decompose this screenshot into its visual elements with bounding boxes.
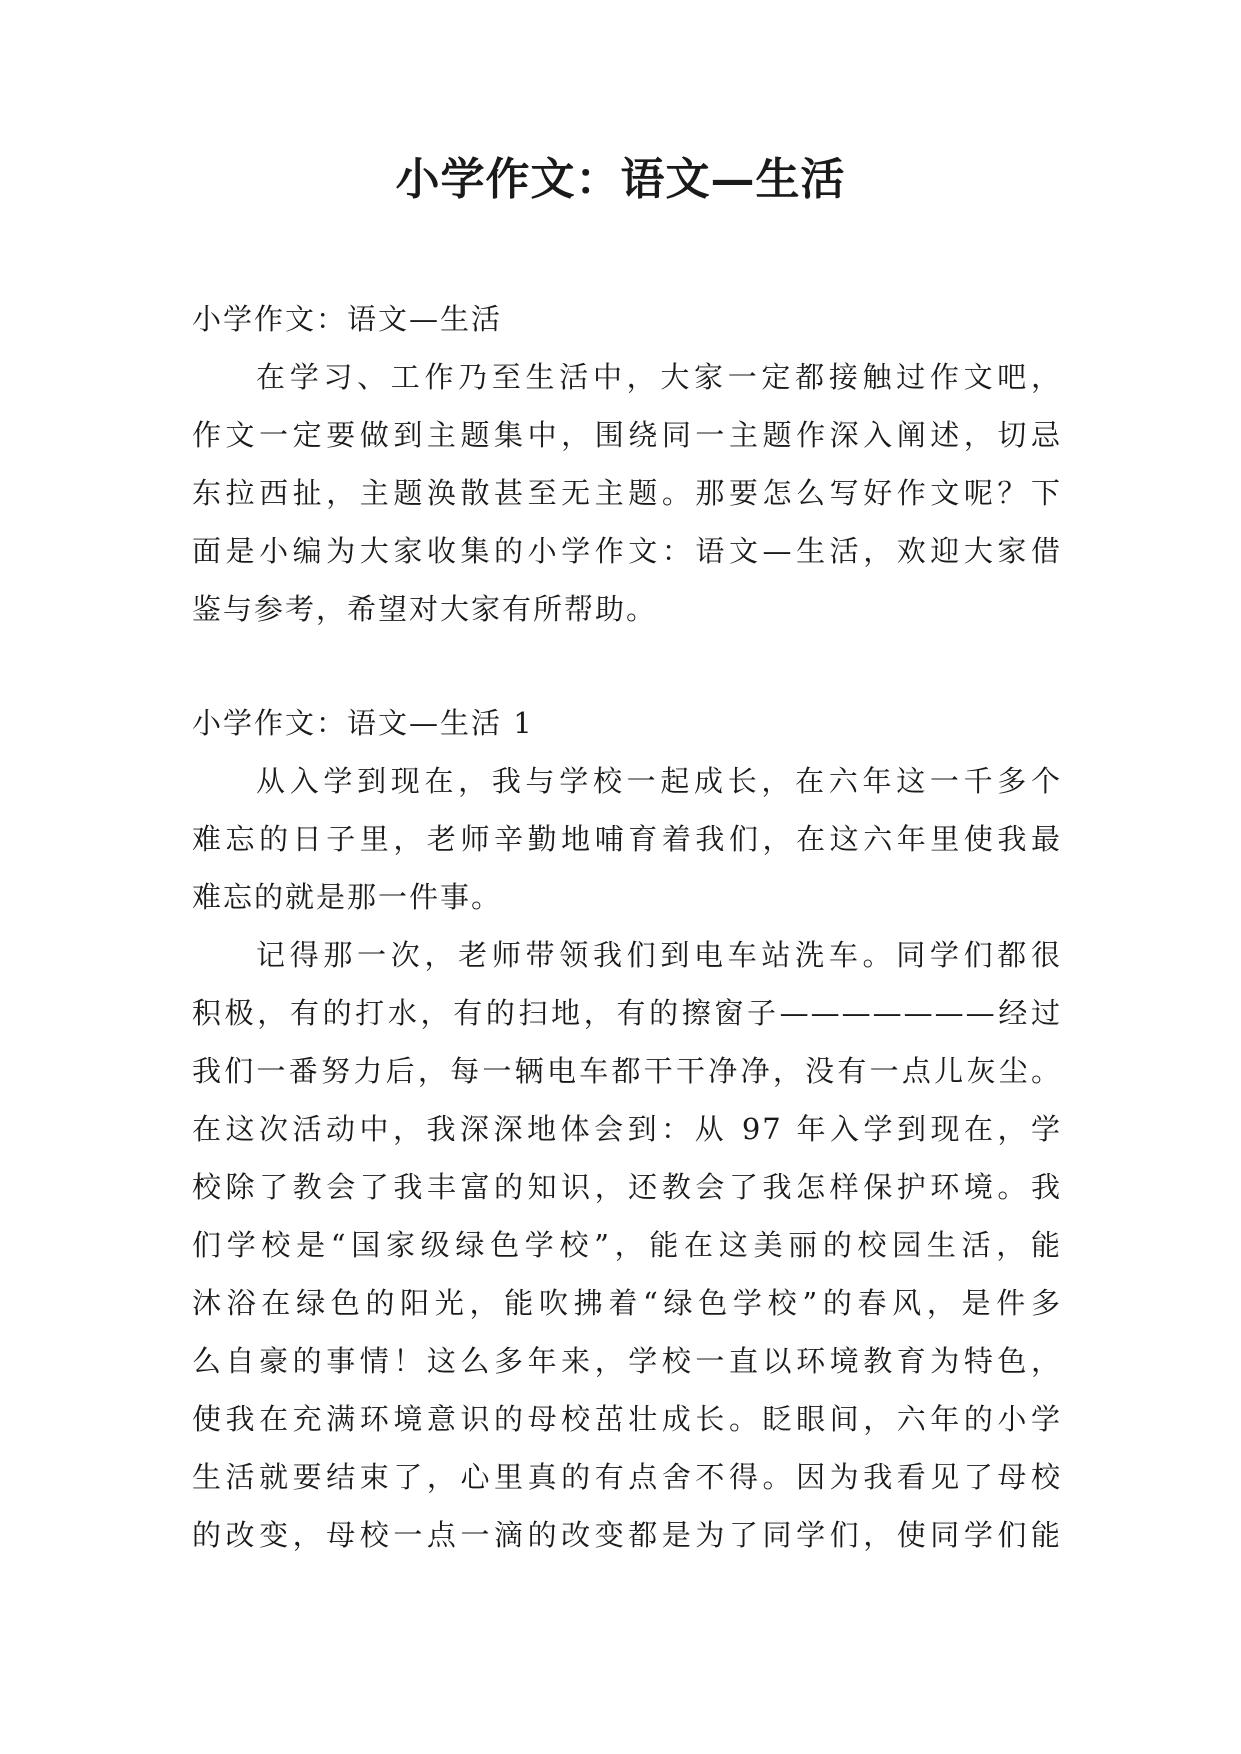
essay-paragraph2-line: 校除了教会了我丰富的知识，还教会了我怎样保护环境。我 bbox=[192, 1170, 1062, 1204]
essay-paragraph2-line: 我们一番努力后，每一辆电车都干干净净，没有一点儿灰尘。 bbox=[192, 1054, 1062, 1088]
intro-paragraph-line: 鉴与参考，希望对大家有所帮助。 bbox=[192, 592, 658, 626]
essay-paragraph2-line: 积极，有的打水，有的扫地，有的擦窗子———————经过 bbox=[192, 996, 1062, 1030]
essay-paragraph1-line: 从入学到现在，我与学校一起成长，在六年这一千多个 bbox=[256, 764, 1062, 798]
essay-paragraph2-line: 记得那一次，老师带领我们到电车站洗车。同学们都很 bbox=[256, 938, 1062, 972]
essay-section bbox=[192, 694, 1062, 1564]
document-title: 小学作文：语文—生活 bbox=[395, 154, 846, 205]
intro-paragraph-line: 在学习、工作乃至生活中，大家一定都接触过作文吧， bbox=[256, 360, 1062, 394]
essay-paragraph2-line: 们学校是“国家级绿色学校”，能在这美丽的校园生活，能 bbox=[192, 1228, 1062, 1262]
intro-section bbox=[192, 290, 1062, 638]
essay-paragraph2-line: 生活就要结束了，心里真的有点舍不得。因为我看见了母校 bbox=[192, 1460, 1062, 1494]
essay-paragraph2-line: 沐浴在绿色的阳光，能吹拂着“绿色学校”的春风，是件多 bbox=[192, 1286, 1062, 1320]
essay-paragraph1-line: 难忘的日子里，老师辛勤地哺育着我们，在这六年里使我最 bbox=[192, 822, 1062, 856]
essay-paragraph2-line: 使我在充满环境意识的母校茁壮成长。眨眼间，六年的小学 bbox=[192, 1402, 1062, 1436]
essay-heading: 小学作文：语文—生活 1 bbox=[192, 706, 534, 740]
essay-paragraph2-line: 的改变，母校一点一滴的改变都是为了同学们，使同学们能 bbox=[192, 1518, 1062, 1552]
essay-paragraph2-line: 么自豪的事情！这么多年来，学校一直以环境教育为特色， bbox=[192, 1344, 1062, 1378]
essay-paragraph1-line: 难忘的就是那一件事。 bbox=[192, 880, 503, 914]
intro-heading: 小学作文：语文—生活 bbox=[192, 302, 503, 336]
intro-paragraph-line: 面是小编为大家收集的小学作文：语文—生活，欢迎大家借 bbox=[192, 534, 1062, 568]
essay-paragraph2-line: 在这次活动中，我深深地体会到：从 97 年入学到现在，学 bbox=[192, 1112, 1062, 1146]
intro-paragraph-line: 作文一定要做到主题集中，围绕同一主题作深入阐述，切忌 bbox=[192, 418, 1062, 452]
intro-paragraph-line: 东拉西扯，主题涣散甚至无主题。那要怎么写好作文呢？下 bbox=[192, 476, 1062, 510]
